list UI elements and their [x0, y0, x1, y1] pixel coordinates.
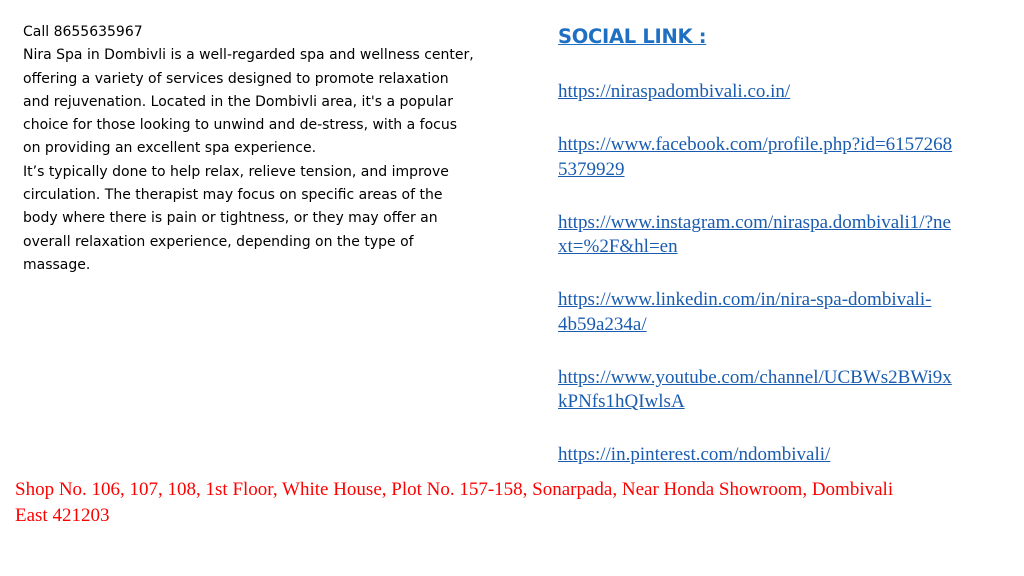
link-line: https://www.facebook.com/profile.php?id=6157268: [558, 133, 953, 155]
link-line: xt=%2F&hl=en: [558, 236, 678, 258]
website-link[interactable]: [558, 80, 952, 105]
pinterest-link[interactable]: [558, 443, 952, 468]
intro-text: [23, 21, 523, 277]
intro-line: choice for those looking to unwind and de-stress, with a focus: [23, 117, 458, 134]
youtube-link[interactable]: [558, 366, 952, 415]
address-line: East 421203: [15, 505, 110, 526]
intro-line: circulation. The therapist may focus on specific areas of the: [23, 187, 443, 204]
link-line: 5379929: [558, 158, 625, 180]
intro-line: Nira Spa in Dombivli is a well-regarded spa and wellness center,: [23, 47, 474, 64]
facebook-link[interactable]: [558, 133, 952, 182]
link-line: https://www.instagram.com/niraspa.dombivali1/?ne: [558, 211, 951, 233]
phone-line: Call 8655635967: [23, 24, 143, 40]
social-heading: SOCIAL LINK :: [558, 25, 707, 48]
intro-line: on providing an excellent spa experience.: [23, 140, 317, 157]
link-line: https://in.pinterest.com/ndombivali/: [558, 444, 831, 466]
link-line: https://www.linkedin.com/in/nira-spa-dombivali-: [558, 289, 932, 311]
intro-line: overall relaxation experience, depending on the type of: [23, 233, 414, 250]
social-links-list: [558, 80, 952, 496]
intro-line: It’s typically done to help relax, relieve tension, and improve: [23, 163, 449, 180]
instagram-link[interactable]: [558, 211, 952, 260]
shop-address: [15, 477, 1015, 529]
link-line: 4b59a234a/: [558, 313, 647, 335]
link-line: https://www.youtube.com/channel/UCBWs2BWi9x: [558, 366, 952, 388]
linkedin-link[interactable]: [558, 288, 952, 337]
intro-line: offering a variety of services designed to promote relaxation: [23, 70, 449, 87]
intro-line: and rejuvenation. Located in the Dombivli area, it's a popular: [23, 93, 453, 110]
link-line: kPNfs1hQIwlsA: [558, 391, 685, 413]
address-line: Shop No. 106, 107, 108, 1st Floor, White House, Plot No. 157-158, Sonarpada, Near Honda Showroom, Dombivali: [15, 479, 894, 500]
link-line: https://niraspadombivali.co.in/: [558, 81, 791, 102]
social-section: [558, 22, 1008, 466]
intro-line: massage.: [23, 256, 91, 273]
intro-line: body where there is pain or tightness, or they may offer an: [23, 210, 438, 227]
